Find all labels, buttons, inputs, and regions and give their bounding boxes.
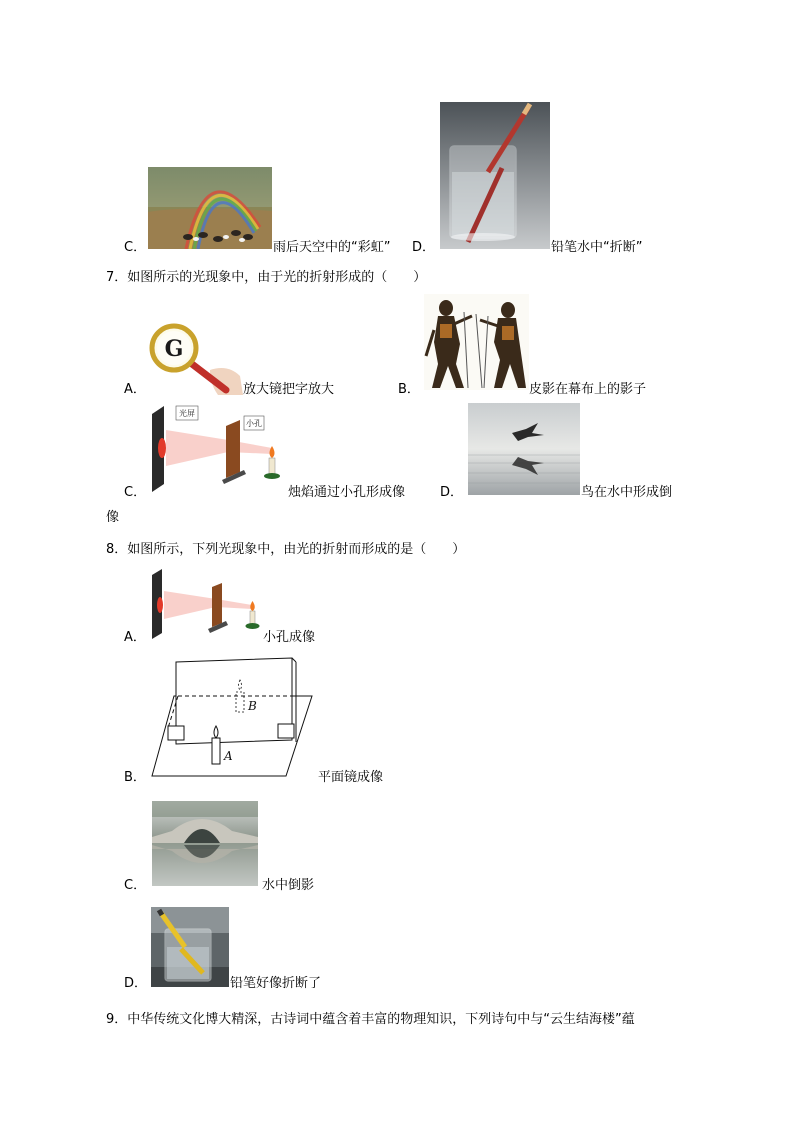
pinhole-label: 小孔 xyxy=(246,419,262,428)
bird-reflection-photo xyxy=(468,403,580,495)
magnifier-letter: G xyxy=(164,336,184,362)
q6-option-d-caption: 铅笔水中“折断” xyxy=(551,240,643,255)
rainbow-photo xyxy=(148,167,272,249)
q7-option-c-letter: C． xyxy=(124,485,147,500)
magnifier-image xyxy=(148,320,243,395)
object-label-a: A xyxy=(224,749,233,763)
image-label-b: B xyxy=(248,699,257,713)
bridge-reflection-photo xyxy=(152,801,258,886)
q7-option-c-caption: 烛焰通过小孔形成像 xyxy=(288,485,406,500)
pencil-in-water-photo xyxy=(440,102,550,249)
q7-option-d-caption-line1: 鸟在水中形成倒 xyxy=(581,485,673,500)
q8-option-c-letter: C． xyxy=(124,878,147,893)
question-7-stem: 7．如图所示的光现象中，由于光的折射形成的（ ） xyxy=(106,270,427,285)
q8-option-a-letter: A． xyxy=(124,630,146,645)
shadow-puppet-image xyxy=(424,294,529,390)
pencil-in-beaker-photo xyxy=(151,907,229,987)
question-8-stem: 8．如图所示，下列光现象中，由光的折射而形成的是（ ） xyxy=(106,542,466,557)
q7-option-d-caption-line2: 像 xyxy=(106,510,120,525)
plane-mirror-diagram xyxy=(148,652,318,780)
q7-option-b-letter: B． xyxy=(398,382,420,397)
q7-option-b-caption: 皮影在幕布上的影子 xyxy=(529,382,647,397)
question-9-stem: 9．中华传统文化博大精深，古诗词中蕴含着丰富的物理知识，下列诗句中与“云生结海楼”蕴 xyxy=(106,1012,635,1027)
pinhole-imaging-diagram xyxy=(148,567,263,642)
pinhole-camera-diagram xyxy=(148,400,285,495)
q6-option-c-caption: 雨后天空中的“彩虹” xyxy=(273,240,391,255)
q7-option-a-caption: 放大镜把字放大 xyxy=(243,382,335,397)
q8-option-a-caption: 小孔成像 xyxy=(263,630,316,645)
q7-option-d-letter: D． xyxy=(440,485,464,500)
q6-option-c-letter: C． xyxy=(124,240,147,255)
q6-option-d-letter: D． xyxy=(412,240,436,255)
q8-option-b-letter: B． xyxy=(124,770,146,785)
q7-option-a-letter: A． xyxy=(124,382,146,397)
screen-label: 光屏 xyxy=(179,409,195,418)
q8-option-c-caption: 水中倒影 xyxy=(262,878,315,893)
q8-option-b-caption: 平面镜成像 xyxy=(318,770,384,785)
q8-option-d-caption: 铅笔好像折断了 xyxy=(230,976,322,991)
q8-option-d-letter: D． xyxy=(124,976,148,991)
